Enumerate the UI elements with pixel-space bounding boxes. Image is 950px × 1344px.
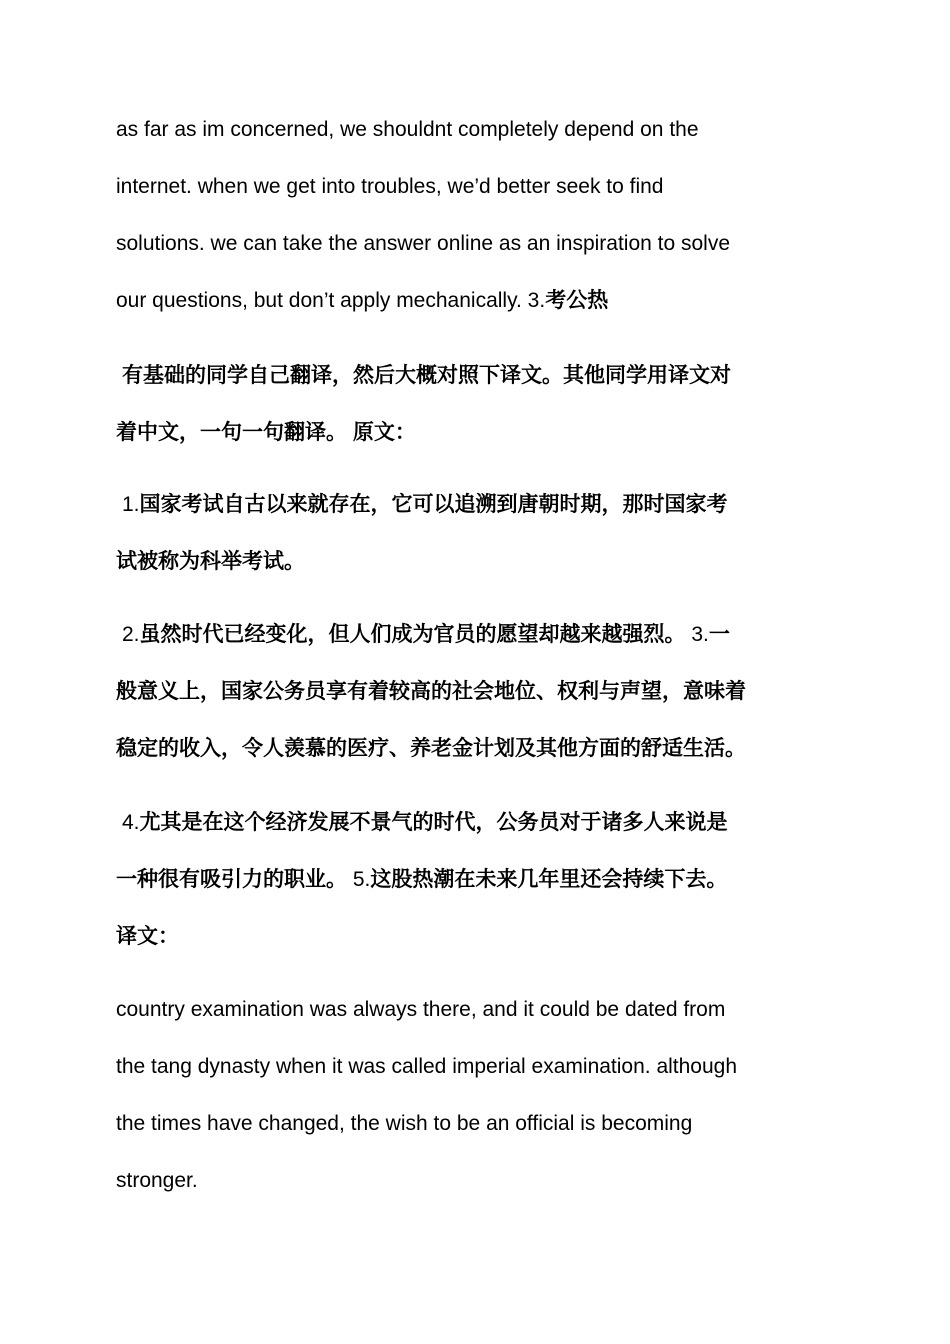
item-number: 2. <box>122 623 140 646</box>
translation-line: stronger. <box>116 1169 198 1192</box>
item-text: 虽然时代已经变化，但人们成为官员的愿望却越来越强烈。 <box>139 623 686 646</box>
item-text: 这股热潮在未来几年里还会持续下去。 <box>370 868 728 891</box>
item-text: 国家考试自古以来就存在，它可以追溯到唐朝时期，那时国家考 <box>139 493 728 516</box>
item-2-line <box>122 622 730 648</box>
paragraph-line <box>116 288 608 314</box>
translation-line: country examination was always there, and it could be dated from <box>116 998 726 1021</box>
item-number: 4. <box>122 811 140 834</box>
paragraph-line: internet. when we get into troubles, we’d better seek to find <box>116 175 664 198</box>
item-3-line: 稳定的收入，令人羡慕的医疗、养老金计划及其他方面的舒适生活。 <box>116 737 746 760</box>
item-text: 尤其是在这个经济发展不景气的时代，公务员对于诸多人来说是 <box>139 811 728 834</box>
instruction-line: 有基础的同学自己翻译，然后大概对照下译文。其他同学用译文对 <box>122 364 731 387</box>
translation-line: the tang dynasty when it was called imperial examination. although <box>116 1055 738 1078</box>
item-number: 5. <box>347 868 371 891</box>
item-text: 一 <box>708 623 730 646</box>
instruction-line: 着中文，一句一句翻译。 原文： <box>116 421 416 444</box>
translation-line: the times have changed, the wish to be an official is becoming <box>116 1112 693 1135</box>
item-number: 1. <box>122 493 140 516</box>
translation-label: 译文： <box>116 925 179 948</box>
paragraph-text: our questions, but don’t apply mechanically. 3. <box>116 289 546 312</box>
item-number: 3. <box>685 623 709 646</box>
item-3-line: 般意义上，国家公务员享有着较高的社会地位、权利与声望，意味着 <box>116 680 746 703</box>
item-1-line: 试被称为科举考试。 <box>116 550 305 573</box>
item-1-line <box>122 492 728 518</box>
item-4-line <box>116 867 727 893</box>
paragraph-line: as far as im concerned, we shouldnt completely depend on the <box>116 118 699 141</box>
item-4-line <box>122 810 728 836</box>
item-text: 一种很有吸引力的职业。 <box>116 868 347 891</box>
paragraph-line: solutions. we can take the answer online as an inspiration to solve <box>116 232 731 255</box>
section-heading: 考公热 <box>545 289 609 312</box>
